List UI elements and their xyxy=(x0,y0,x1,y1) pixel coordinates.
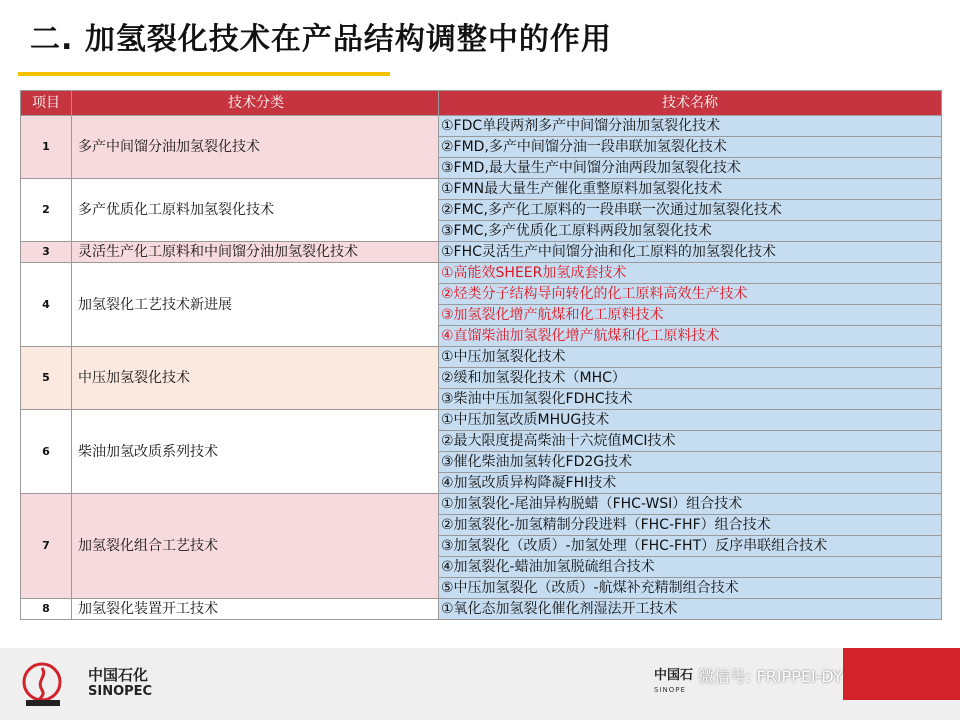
table-header-row xyxy=(21,91,942,116)
item-number: 2 xyxy=(21,179,72,242)
category-cell: 多产中间馏分油加氢裂化技术 xyxy=(72,116,439,179)
technology-name-cell: ⑤中压加氢裂化（改质）-航煤补充精制组合技术 xyxy=(439,578,942,599)
technology-table xyxy=(20,90,942,620)
brand-name-cn: 中国石化 xyxy=(88,666,149,684)
institute-name-cn: 中国石 xyxy=(654,668,694,683)
table-row xyxy=(21,242,942,263)
item-number: 7 xyxy=(21,494,72,599)
header-category: 技术分类 xyxy=(72,91,439,116)
sinopec-logo-icon xyxy=(18,660,78,708)
table-row xyxy=(21,347,942,368)
footer-red-block xyxy=(843,648,960,700)
technology-name-cell: ①高能效SHEER加氢成套技术 xyxy=(439,263,942,284)
technology-name-cell: ①FDC单段两剂多产中间馏分油加氢裂化技术 xyxy=(439,116,942,137)
table-row xyxy=(21,116,942,137)
technology-name-cell: ③柴油中压加氢裂化FDHC技术 xyxy=(439,389,942,410)
technology-name-cell: ①氧化态加氢裂化催化剂湿法开工技术 xyxy=(439,599,942,620)
technology-name-cell: ①中压加氢裂化技术 xyxy=(439,347,942,368)
item-number: 3 xyxy=(21,242,72,263)
page-title: 二. 加氢裂化技术在产品结构调整中的作用 xyxy=(30,22,612,57)
table-row xyxy=(21,263,942,284)
category-cell: 柴油加氢改质系列技术 xyxy=(72,410,439,494)
item-number: 5 xyxy=(21,347,72,410)
technology-name-cell: ②烃类分子结构导向转化的化工原料高效生产技术 xyxy=(439,284,942,305)
table-body xyxy=(21,116,942,620)
technology-name-cell: ②FMD,多产中间馏分油一段串联加氢裂化技术 xyxy=(439,137,942,158)
technology-name-cell: ③加氢裂化（改质）-加氢处理（FHC-FHT）反序串联组合技术 xyxy=(439,536,942,557)
technology-name-cell: ③催化柴油加氢转化FD2G技术 xyxy=(439,452,942,473)
technology-name-cell: ④加氢裂化-蜡油加氢脱硫组合技术 xyxy=(439,557,942,578)
technology-name-cell: ④加氢改质异构降凝FHI技术 xyxy=(439,473,942,494)
item-number: 1 xyxy=(21,116,72,179)
item-number: 8 xyxy=(21,599,72,620)
technology-name-cell: ②缓和加氢裂化技术（MHC） xyxy=(439,368,942,389)
category-cell: 中压加氢裂化技术 xyxy=(72,347,439,410)
item-number: 6 xyxy=(21,410,72,494)
technology-name-cell: ③加氢裂化增产航煤和化工原料技术 xyxy=(439,305,942,326)
category-cell: 多产优质化工原料加氢裂化技术 xyxy=(72,179,439,242)
table-row xyxy=(21,599,942,620)
technology-name-cell: ①FHC灵活生产中间馏分油和化工原料的加氢裂化技术 xyxy=(439,242,942,263)
item-number: 4 xyxy=(21,263,72,347)
category-cell: 加氢裂化组合工艺技术 xyxy=(72,494,439,599)
technology-name-cell: ②FMC,多产化工原料的一段串联一次通过加氢裂化技术 xyxy=(439,200,942,221)
technology-name-cell: ①中压加氢改质MHUG技术 xyxy=(439,410,942,431)
technology-name-cell: ①FMN最大量生产催化重整原料加氢裂化技术 xyxy=(439,179,942,200)
technology-name-cell: ③FMD,最大量生产中间馏分油两段加氢裂化技术 xyxy=(439,158,942,179)
category-cell: 灵活生产化工原料和中间馏分油加氢裂化技术 xyxy=(72,242,439,263)
title-underline xyxy=(18,72,390,76)
technology-name-cell: ④直馏柴油加氢裂化增产航煤和化工原料技术 xyxy=(439,326,942,347)
technology-name-cell: ③FMC,多产优质化工原料两段加氢裂化技术 xyxy=(439,221,942,242)
brand-name-en: SINOPEC xyxy=(88,684,153,699)
wechat-watermark: 微信号: FRIPPEI-DY xyxy=(698,667,843,686)
technology-name-cell: ①加氢裂化-尾油异构脱蜡（FHC-WSI）组合技术 xyxy=(439,494,942,515)
technology-name-cell: ②加氢裂化-加氢精制分段进料（FHC-FHF）组合技术 xyxy=(439,515,942,536)
header-technology-name: 技术名称 xyxy=(439,91,942,116)
institute-name-en: SINOPE xyxy=(654,686,686,694)
technology-name-cell: ②最大限度提高柴油十六烷值MCI技术 xyxy=(439,431,942,452)
table-row xyxy=(21,410,942,431)
header-item: 项目 xyxy=(21,91,72,116)
table-row xyxy=(21,494,942,515)
table-row xyxy=(21,179,942,200)
category-cell: 加氢裂化工艺技术新进展 xyxy=(72,263,439,347)
category-cell: 加氢裂化装置开工技术 xyxy=(72,599,439,620)
